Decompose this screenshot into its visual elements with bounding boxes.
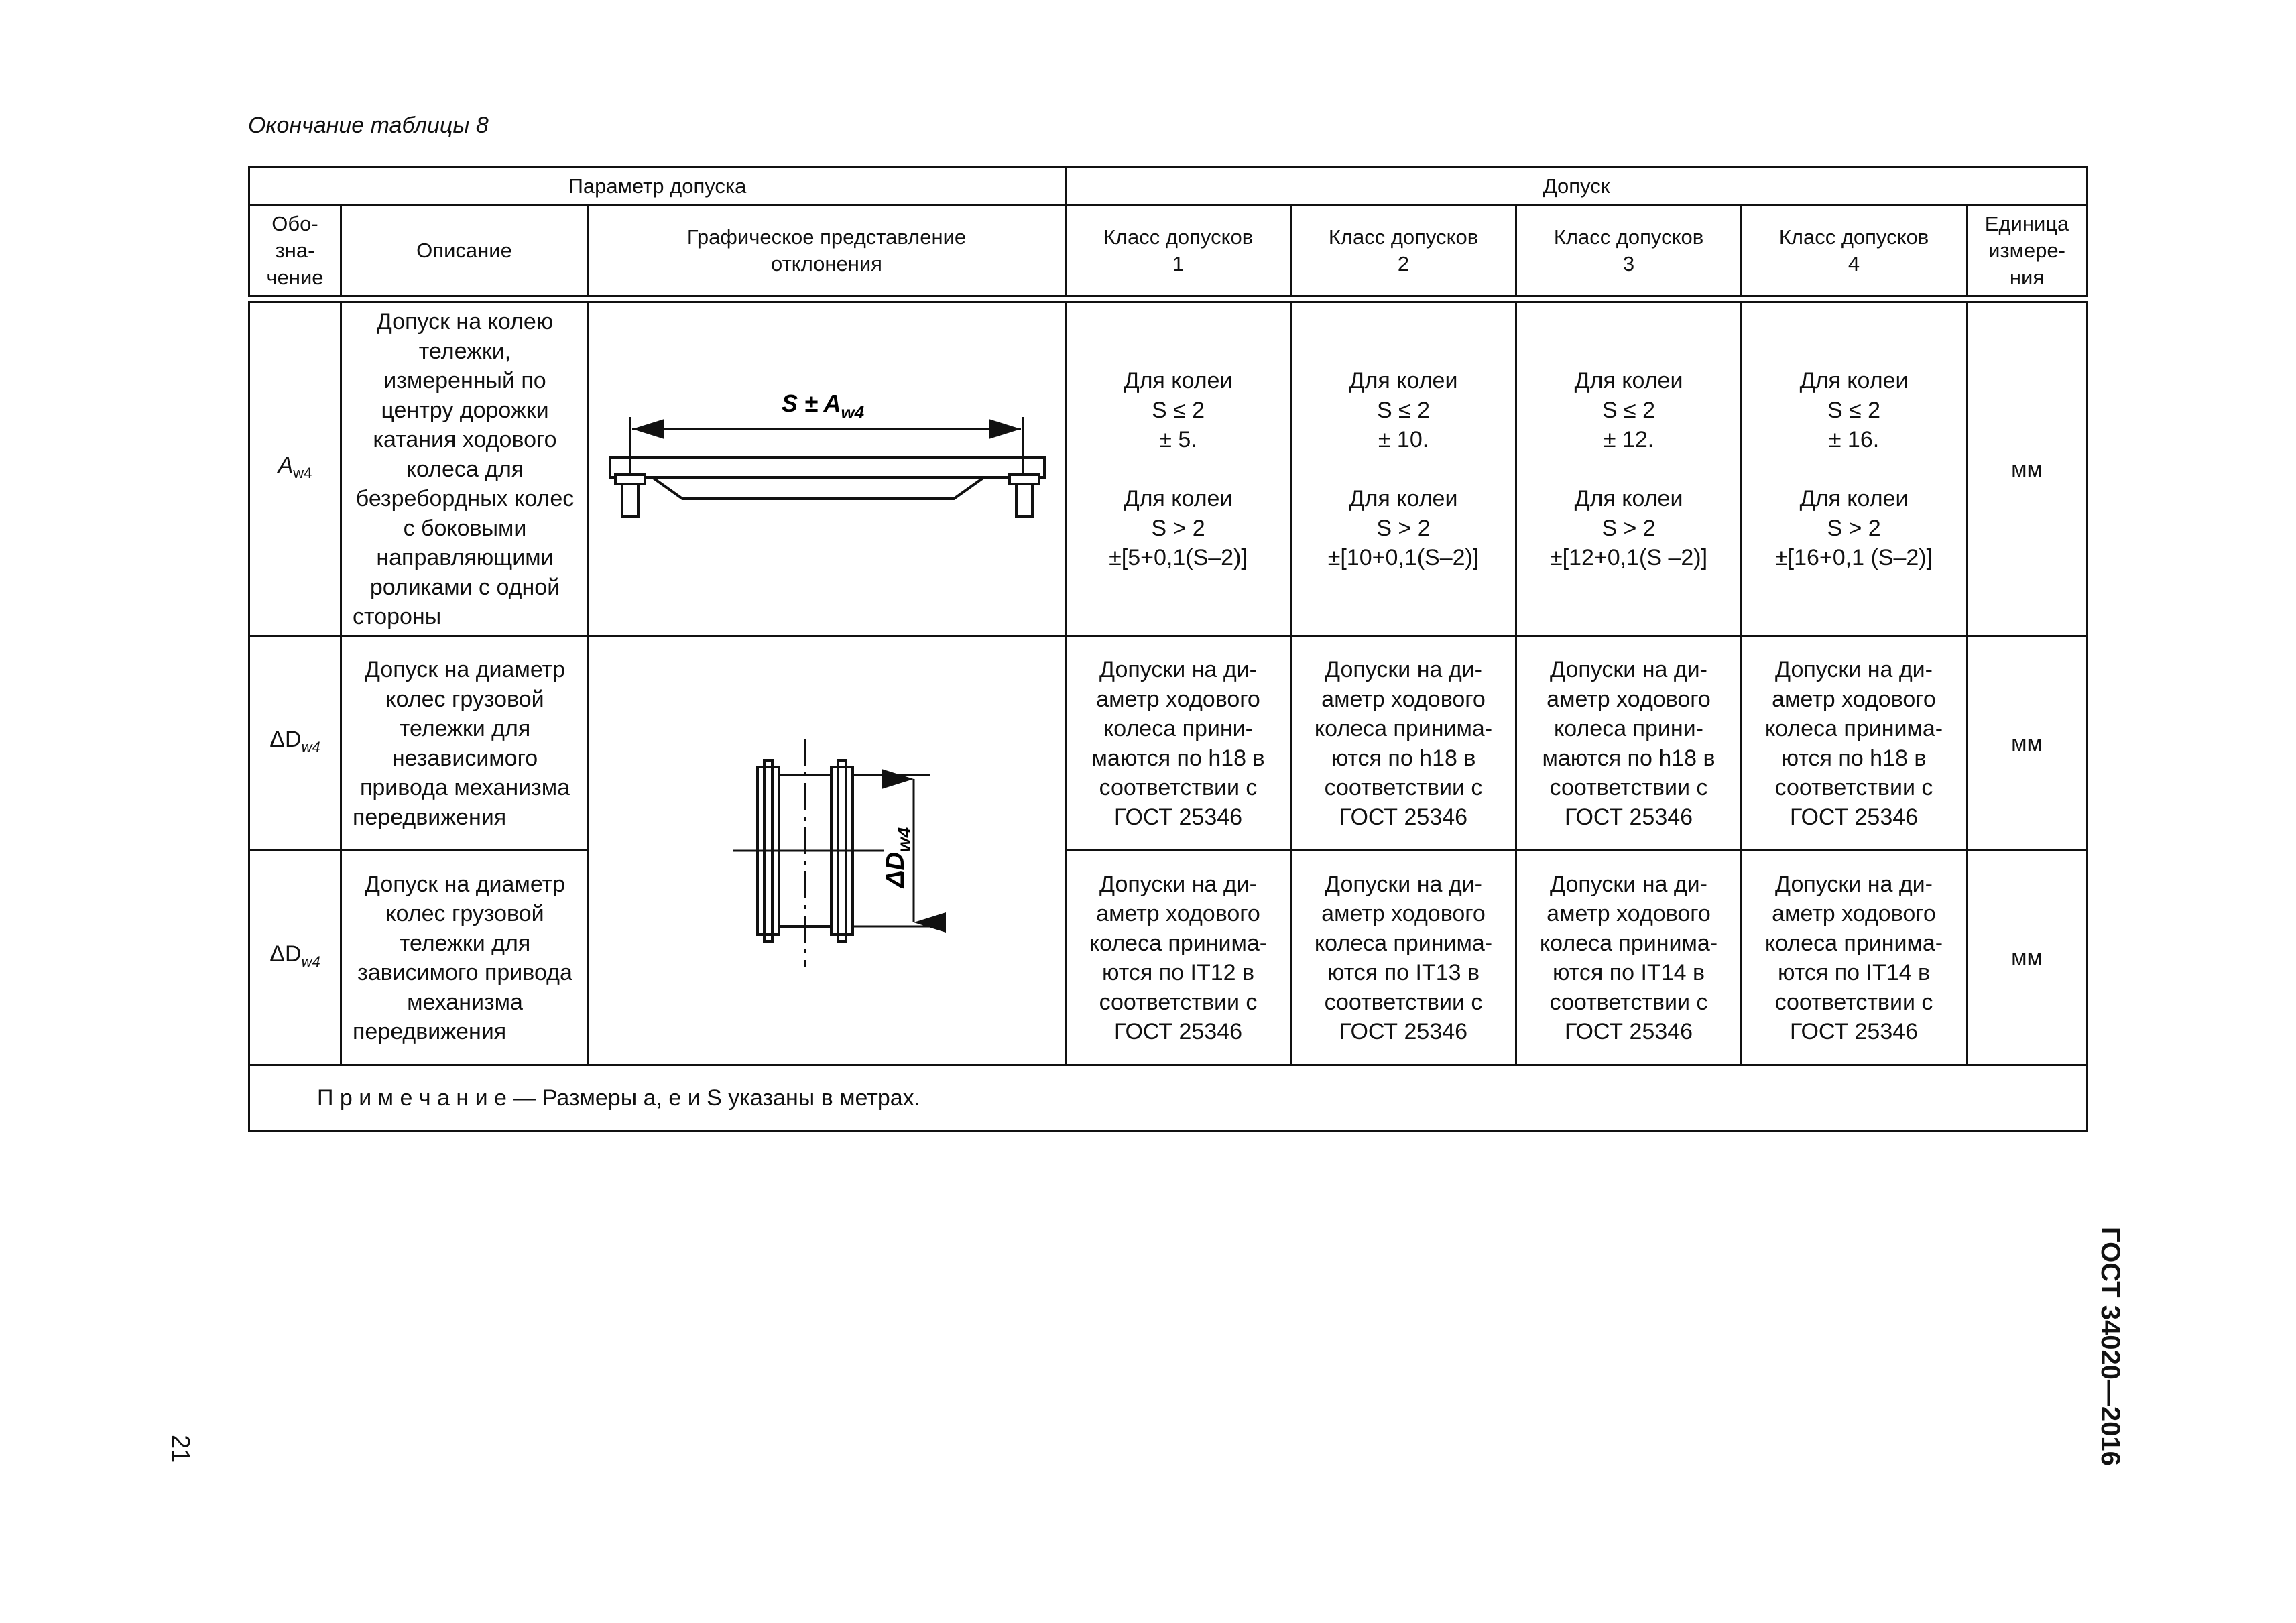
page-number: 21: [166, 1435, 194, 1463]
unit-value: мм: [1967, 851, 2088, 1065]
unit-column-header: Единица измере- ния: [1967, 205, 2088, 296]
class1-value: Допуски на ди- аметр ходового колеса принима- ются по IT12 в соответствии с ГОСТ 25346: [1066, 851, 1291, 1065]
class3-column-header: Класс допусков 3: [1516, 205, 1742, 296]
tolerance-table: [248, 166, 2088, 1132]
class4-value: Допуски на ди- аметр ходового колеса принима- ются по h18 в соответствии с ГОСТ 25346: [1742, 636, 1967, 851]
wheel-diameter-svg: [589, 638, 1067, 1063]
graphic-column-header: Графическое представление отклонения: [588, 205, 1066, 296]
row-symbol: $\Delta D_{w4}$: [249, 851, 341, 1065]
row-description: Допуск на колею тележки, измеренный по центру дорожки катания ходового колеса для безребордных колес с боковыми направляющими роликами с одной стороны: [341, 302, 588, 636]
class1-value: Для колеи S ≤ 2 ± 5. Для колеи S > 2 ±[5+0,1(S–2)]: [1066, 302, 1291, 636]
class4-value: Для колеи S ≤ 2 ± 16. Для колеи S > 2 ±[16+0,1 (S–2)]: [1742, 302, 1967, 636]
class3-value: Допуски на ди- аметр ходового колеса принима- ются по IT14 в соответствии с ГОСТ 25346: [1516, 851, 1742, 1065]
class2-column-header: Класс допусков 2: [1291, 205, 1516, 296]
class4-column-header: Класс допусков 4: [1742, 205, 1967, 296]
unit-value: мм: [1967, 302, 2088, 636]
symbol-column-header: Обо- зна- чение: [249, 205, 341, 296]
class4-value: Допуски на ди- аметр ходового колеса принима- ются по IT14 в соответствии с ГОСТ 25346: [1742, 851, 1967, 1065]
wheel-diameter-drawing: [588, 636, 1066, 1065]
row-description: Допуск на диаметр колес грузовой тележки для независимого привода механизма передвижения: [341, 636, 588, 851]
class2-value: Для колеи S ≤ 2 ± 10. Для колеи S > 2 ±[10+0,1(S–2)]: [1291, 302, 1516, 636]
header-row-columns: [249, 205, 2088, 296]
standard-designation: ГОСТ 34020—2016: [2096, 1227, 2125, 1466]
table-row: [249, 302, 2088, 636]
param-group-header: Параметр допуска: [249, 168, 1066, 205]
class3-value: Допуски на ди- аметр ходового колеса прини- маются по h18 в соответствии с ГОСТ 25346: [1516, 636, 1742, 851]
tolerance-group-header: Допуск: [1066, 168, 2088, 205]
table-caption: Окончание таблицы 8: [248, 113, 489, 138]
unit-value: мм: [1967, 636, 2088, 851]
class2-value: Допуски на ди- аметр ходового колеса принима- ются по IT13 в соответствии с ГОСТ 25346: [1291, 851, 1516, 1065]
class1-value: Допуски на ди- аметр ходового колеса прини- маются по h18 в соответствии с ГОСТ 25346: [1066, 636, 1291, 851]
class2-value: Допуски на ди- аметр ходового колеса принима- ются по h18 в соответствии с ГОСТ 25346: [1291, 636, 1516, 851]
table-row: [249, 636, 2088, 851]
class1-column-header: Класс допусков 1: [1066, 205, 1291, 296]
description-column-header: Описание: [341, 205, 588, 296]
table-note: П р и м е ч а н и е — Размеры a, e и S указаны в метрах.: [249, 1065, 2088, 1131]
row-symbol: $A_{w4}$: [249, 302, 341, 636]
track-gauge-label: $S \pm A_{w4}$: [782, 389, 865, 422]
header-separator: [249, 296, 2088, 302]
track-gauge-svg: [589, 303, 1067, 635]
class3-value: Для колеи S ≤ 2 ± 12. Для колеи S > 2 ±[12+0,1(S –2)]: [1516, 302, 1742, 636]
track-gauge-drawing: [588, 302, 1066, 636]
row-symbol: $\Delta D_{w4}$: [249, 636, 341, 851]
table-row: [249, 851, 2088, 1065]
wheel-diameter-label: $\Delta D_{w4}$: [882, 827, 914, 888]
note-row: [249, 1065, 2088, 1131]
header-row-groups: [249, 168, 2088, 205]
row-description: Допуск на диаметр колес грузовой тележки для зависимого привода механизма передвижения: [341, 851, 588, 1065]
